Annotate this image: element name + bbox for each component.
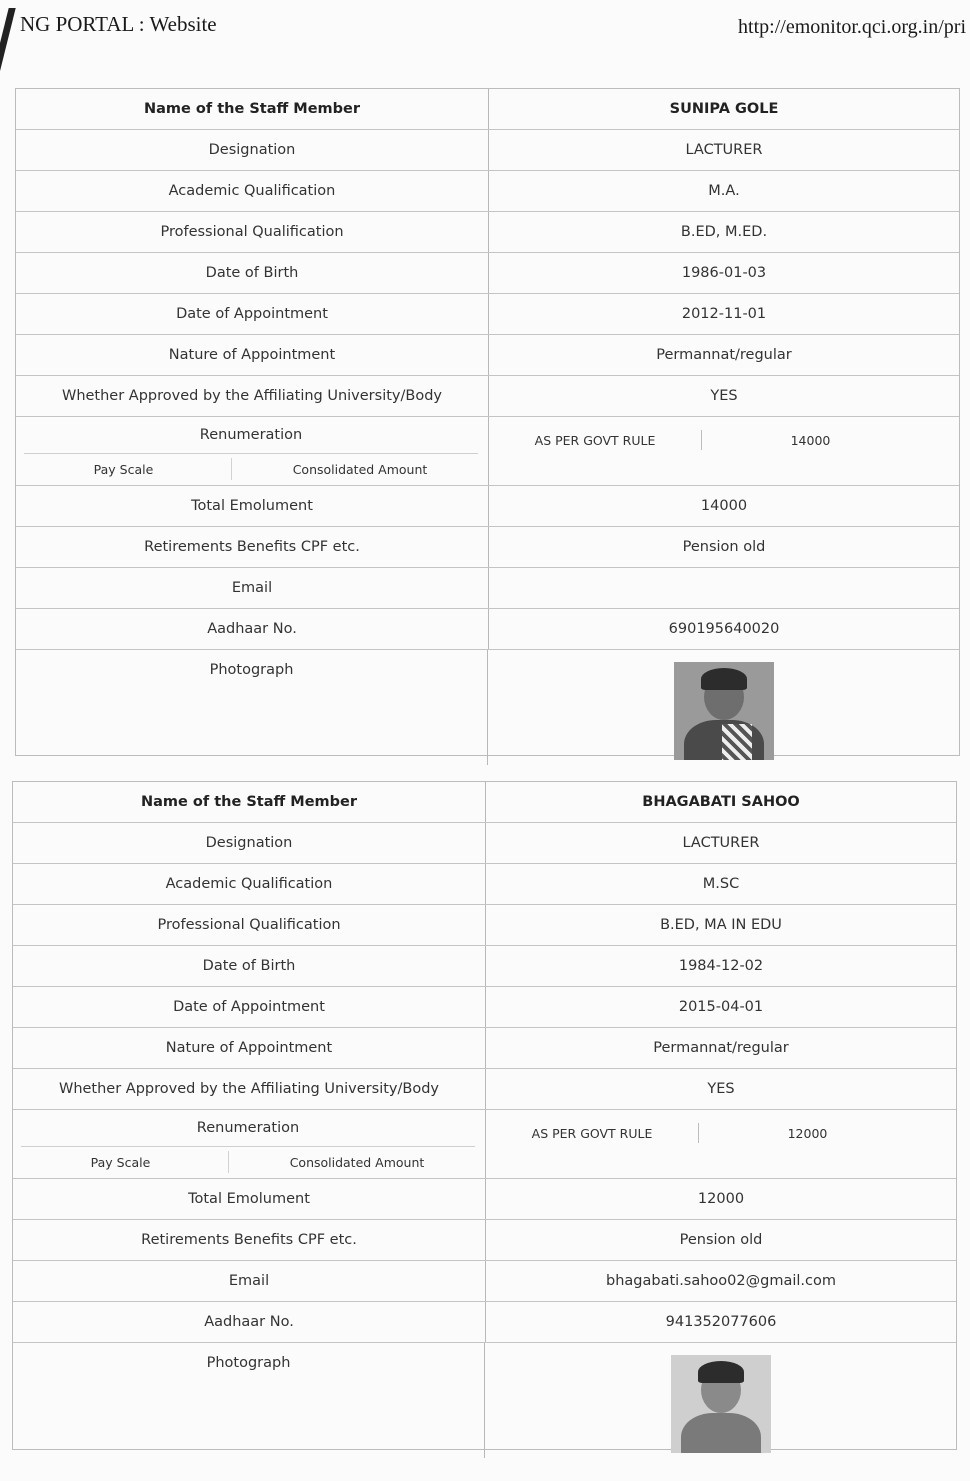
label-designation: Designation [13, 823, 486, 863]
value-approved: YES [710, 388, 738, 404]
label-renumeration-group [16, 417, 489, 485]
label-academic: Academic Qualification [16, 171, 489, 211]
value-total: 12000 [697, 1191, 745, 1207]
value-retirement: Pension old [679, 1232, 763, 1248]
value-professional: B.ED, MA IN EDU [660, 917, 782, 933]
row-professional [13, 905, 956, 946]
label-email: Email [13, 1261, 486, 1301]
row-renumeration [16, 417, 959, 486]
value-total: 14000 [700, 498, 748, 514]
row-total [16, 486, 959, 527]
value-aadhaar: 941352077606 [665, 1314, 777, 1330]
label-approved: Whether Approved by the Affiliating University/Body [16, 376, 489, 416]
value-consolidated-amount: 14000 [790, 433, 831, 448]
staff-photo [674, 662, 774, 760]
value-dob: 1986-01-03 [681, 265, 767, 281]
label-total: Total Emolument [13, 1179, 486, 1219]
label-approved: Whether Approved by the Affiliating University/Body [13, 1069, 486, 1109]
label-doa: Date of Appointment [13, 987, 486, 1027]
value-professional: B.ED, M.ED. [680, 224, 768, 240]
scan-edge-mark [0, 8, 16, 78]
photo-cell [485, 1343, 956, 1458]
label-name: Name of the Staff Member [16, 89, 489, 129]
row-email [16, 568, 959, 609]
label-photograph: Photograph [13, 1343, 485, 1458]
label-retirement: Retirements Benefits CPF etc. [13, 1220, 486, 1260]
value-doa: 2012-11-01 [681, 306, 767, 322]
row-designation [13, 823, 956, 864]
row-professional [16, 212, 959, 253]
row-name [16, 89, 959, 130]
label-dob: Date of Birth [13, 946, 486, 986]
label-photograph: Photograph [16, 650, 488, 765]
row-photograph [16, 650, 959, 765]
row-renumeration [13, 1110, 956, 1179]
value-email: bhagabati.sahoo02@gmail.com [606, 1273, 836, 1289]
label-academic: Academic Qualification [13, 864, 486, 904]
label-name: Name of the Staff Member [13, 782, 486, 822]
value-retirement: Pension old [682, 539, 766, 555]
row-academic [16, 171, 959, 212]
row-nature [13, 1028, 956, 1069]
value-academic: M.A. [708, 183, 740, 199]
label-email: Email [16, 568, 489, 608]
label-professional: Professional Qualification [13, 905, 486, 945]
row-dob [16, 253, 959, 294]
label-consolidated-amount: Consolidated Amount [231, 458, 488, 480]
value-renumeration-group [489, 417, 959, 485]
value-consolidated-amount: 12000 [787, 1126, 828, 1141]
label-professional: Professional Qualification [16, 212, 489, 252]
row-designation [16, 130, 959, 171]
label-nature: Nature of Appointment [13, 1028, 486, 1068]
row-photograph [13, 1343, 956, 1458]
label-designation: Designation [16, 130, 489, 170]
row-approved [13, 1069, 956, 1110]
row-nature [16, 335, 959, 376]
row-name [13, 782, 956, 823]
value-name: BHAGABATI SAHOO [642, 794, 800, 810]
label-nature: Nature of Appointment [16, 335, 489, 375]
staff-photo [671, 1355, 771, 1453]
value-nature: Permannat/regular [653, 1040, 789, 1056]
label-renumeration-group [13, 1110, 486, 1178]
row-dob [13, 946, 956, 987]
portal-header-title: NG PORTAL : Website [20, 12, 217, 36]
row-academic [13, 864, 956, 905]
label-pay-scale: Pay Scale [90, 1154, 151, 1170]
value-dob: 1984-12-02 [678, 958, 764, 974]
row-aadhaar [16, 609, 959, 650]
label-total: Total Emolument [16, 486, 489, 526]
row-retirement [13, 1220, 956, 1261]
value-pay-scale: AS PER GOVT RULE [534, 433, 656, 448]
label-consolidated-amount: Consolidated Amount [228, 1151, 485, 1173]
photo-cell [488, 650, 959, 765]
portal-header-url: http://emonitor.qci.org.in/pri [738, 16, 966, 38]
value-email [489, 568, 959, 608]
label-renumeration: Renumeration [24, 417, 478, 454]
label-aadhaar: Aadhaar No. [16, 609, 489, 649]
value-pay-scale: AS PER GOVT RULE [531, 1126, 653, 1141]
value-aadhaar: 690195640020 [668, 621, 780, 637]
label-retirement: Retirements Benefits CPF etc. [16, 527, 489, 567]
staff-card-1 [15, 88, 960, 756]
value-doa: 2015-04-01 [678, 999, 764, 1015]
label-dob: Date of Birth [16, 253, 489, 293]
label-pay-scale: Pay Scale [93, 461, 154, 477]
row-doa [16, 294, 959, 335]
row-total [13, 1179, 956, 1220]
row-approved [16, 376, 959, 417]
label-renumeration: Renumeration [21, 1110, 475, 1147]
value-designation: LACTURER [685, 142, 763, 158]
value-approved: YES [707, 1081, 735, 1097]
value-academic: M.SC [702, 876, 740, 892]
value-renumeration-group [486, 1110, 956, 1178]
staff-card-2 [12, 781, 957, 1450]
label-doa: Date of Appointment [16, 294, 489, 334]
label-aadhaar: Aadhaar No. [13, 1302, 486, 1342]
value-name: SUNIPA GOLE [669, 101, 779, 117]
value-designation: LACTURER [682, 835, 760, 851]
value-nature: Permannat/regular [656, 347, 792, 363]
row-doa [13, 987, 956, 1028]
row-retirement [16, 527, 959, 568]
row-aadhaar [13, 1302, 956, 1343]
row-email [13, 1261, 956, 1302]
